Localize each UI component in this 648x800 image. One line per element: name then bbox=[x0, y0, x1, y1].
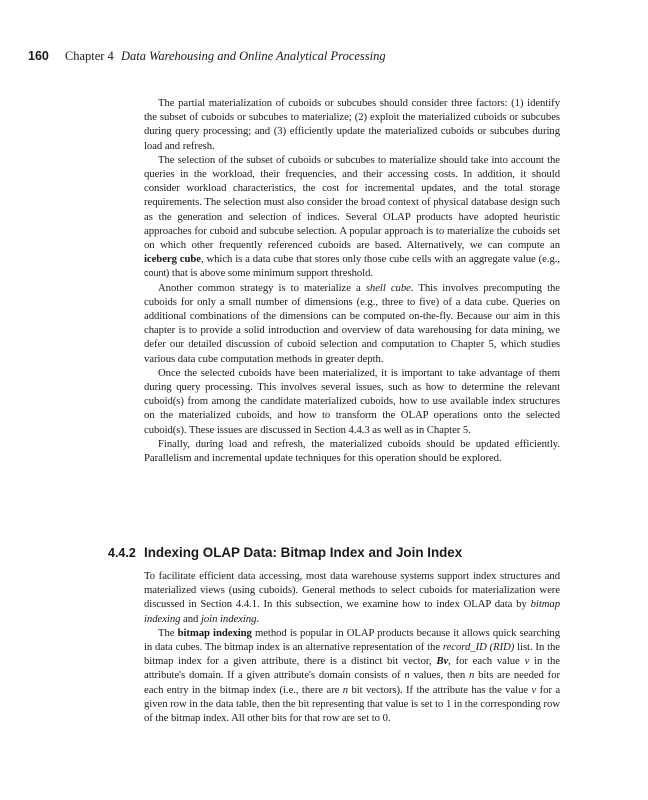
text-run: The selection of the subset of cuboids or subcubes to materialize should take into account the queries in the workload, their frequencies, and their accessing costs. In addition, it should consider workload characteristics, the cost for incremental updates, and the total storage requirements. The selection must also consider the broad context of physical database design such as the generation and selection of indices. Several OLAP products have adopted heuristic approaches for cuboid and subcube selection. A popular approach is to materialize the cuboids set on which other frequently referenced cuboids are based. Alternatively, we can compute an bbox=[144, 153, 560, 252]
text-run: , for each value bbox=[448, 655, 525, 668]
text-run: in the attribute's domain. If a given attribute's domain consists of bbox=[144, 655, 560, 682]
text-run: . bbox=[256, 612, 260, 625]
variable: n bbox=[468, 669, 475, 682]
section-heading bbox=[108, 544, 568, 562]
key-term: bitmap indexing bbox=[177, 626, 252, 639]
section-title: Indexing OLAP Data: Bitmap Index and Join Index bbox=[144, 545, 463, 560]
chapter-title: Data Warehousing and Online Analytical Processing bbox=[120, 49, 386, 63]
emphasized-term: bitmap indexing bbox=[144, 598, 560, 625]
text-run: and bbox=[180, 612, 201, 625]
text-run: bit vectors). If the attribute has the value bbox=[348, 683, 532, 696]
text-run: bits are needed for each entry in the bitmap index (i.e., there are bbox=[144, 669, 560, 696]
text-run: , which is a data cube that stores only those cube cells with an aggregate value (e.g., bbox=[200, 253, 560, 266]
paragraph bbox=[144, 281, 560, 366]
section-text bbox=[144, 569, 560, 725]
text-run: To facilitate efficient data accessing, most data warehouse systems support index structures and materialized views (using cuboids). General methods to select cuboids for materialization were discussed in Section 4.4.1. In this subsection, we examine how to index OLAP data by bbox=[144, 570, 560, 611]
emphasized-term: join indexing bbox=[200, 612, 257, 625]
variable: v bbox=[524, 655, 530, 668]
function-name: count bbox=[144, 268, 166, 279]
main-text bbox=[144, 96, 560, 465]
bit-vector-symbol: Bv bbox=[436, 655, 449, 668]
text-run: list. In the bitmap index for a given attribute, there is a distinct bit vector, bbox=[144, 641, 560, 668]
paragraph bbox=[144, 569, 560, 626]
emphasized-term: record_ID (RID) bbox=[442, 641, 515, 654]
page-number: 160 bbox=[28, 49, 49, 63]
emphasized-term: shell cube bbox=[365, 281, 411, 294]
paragraph: Once the selected cuboids have been materialized, it is important to take advantage of them during query processing. This involves several issues, such as how to determine the relevant cuboid(s) from among the candidate materialized cuboids, how to use available index structures on the materialized cuboids, and how to transform the OLAP operations onto the selected cuboid(s). These issues are discussed in Section 4.4.3 as well as in Chapter 5. bbox=[144, 366, 560, 436]
variable: n bbox=[404, 669, 410, 682]
text-run: values, then bbox=[409, 669, 469, 682]
paragraph: Finally, during load and refresh, the materialized cuboids should be updated efficiently. Parallelism and incremental update techniques for this operation should be explored. bbox=[144, 437, 560, 465]
text-run: . This involves precomputing the cuboids for only a small number of dimensions (e.g., three to five) of a data cube. Queries on additional combinations of the dimensions can be computed on-the-fly. Because our aim in this chapter is to provide a solid introduction and overview of data warehousing for data mining, we defer our detailed discussion of cuboid selection and computation to Chapter 5, which studies various data cube computation methods in greater depth. bbox=[144, 281, 560, 365]
text-run: The bbox=[158, 626, 178, 639]
chapter-label: Chapter 4 bbox=[64, 49, 114, 63]
section-number: 4.4.2 bbox=[108, 546, 136, 560]
paragraph bbox=[144, 626, 560, 725]
paragraph: The partial materialization of cuboids or subcubes should consider three factors: (1) identify the subset of cuboids or subcubes to materialize; (2) exploit the materialized cuboids or subcubes during query processing; and (3) efficiently update the materialized cuboids or subcubes during load and refresh. bbox=[144, 97, 560, 152]
key-term: iceberg cube bbox=[144, 253, 201, 266]
paragraph bbox=[144, 153, 560, 281]
text-run: Another common strategy is to materialize a bbox=[158, 281, 366, 294]
text-run: for a given row in the data table, then the bit representing that value is set to 1 in the corresponding row of the bitmap index. All other bits for that row are set to 0. bbox=[144, 683, 561, 725]
text-run: ) that is above some minimum support threshold. bbox=[165, 267, 374, 280]
variable: v bbox=[531, 683, 537, 696]
text-run: method is popular in OLAP products because it allows quick searching in data cubes. The bitmap index is an alternative representation of the bbox=[144, 626, 560, 654]
running-head bbox=[28, 48, 386, 64]
variable: n bbox=[342, 683, 349, 696]
